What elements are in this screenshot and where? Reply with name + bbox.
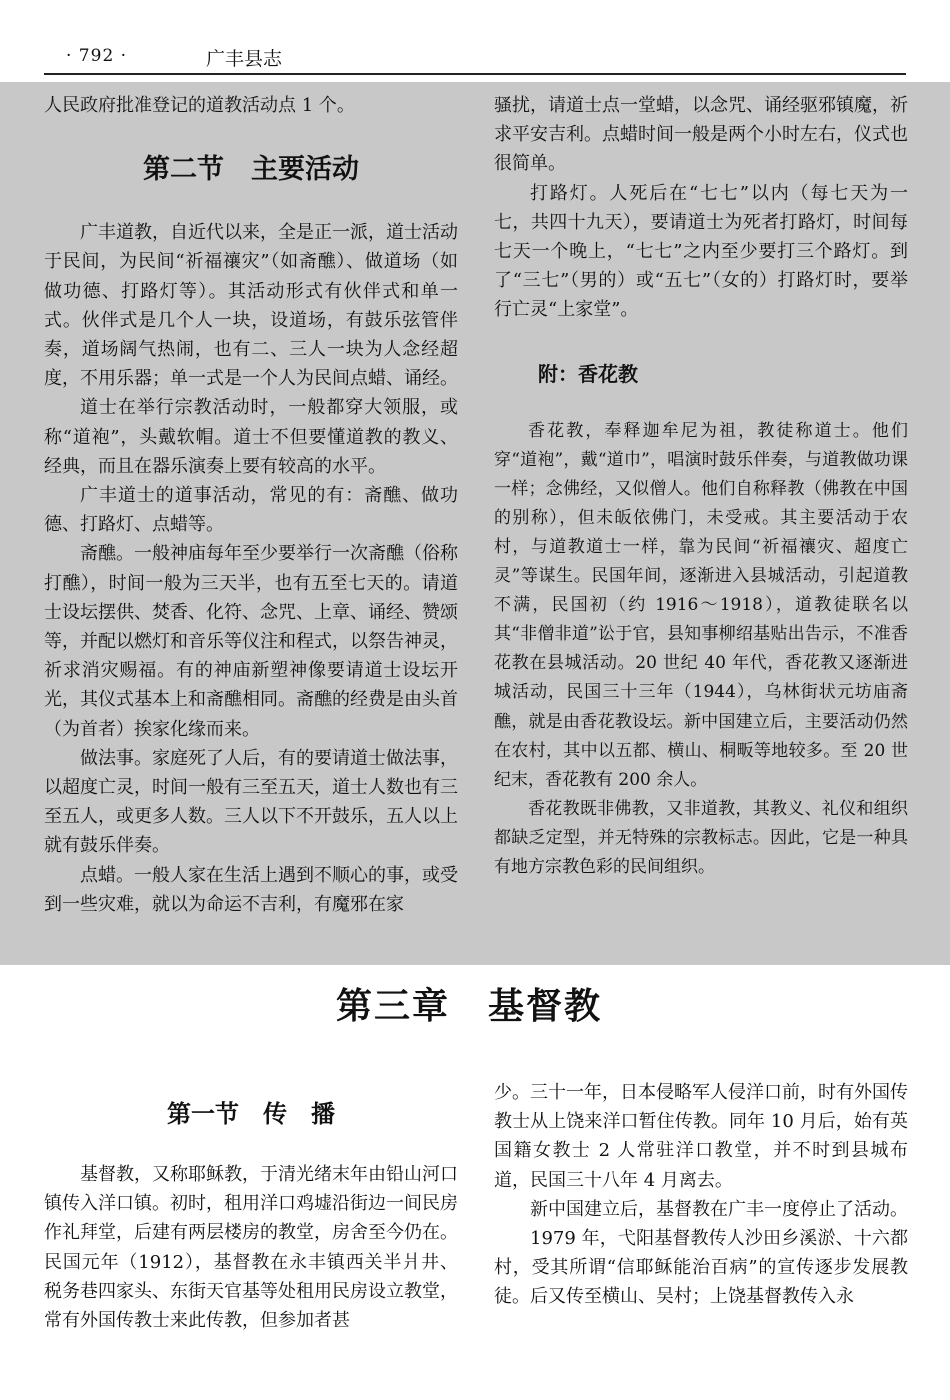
- lower-right-column: [494, 1078, 908, 1312]
- paragraph: 广丰道士的道事活动，常见的有：斋醮、做功德、打路灯、点蜡等。: [44, 485, 458, 536]
- upper-left-column: [44, 91, 458, 919]
- chapter-title-text: 第三章 基督教: [336, 986, 603, 1027]
- paragraph: 道士在举行宗教活动时，一般都穿大领服，或称“道袍”，头戴软帽。道士不但要懂道教的教义、经典，而且在器乐演奏上要有较高的水平。: [44, 397, 458, 477]
- paragraph: 1979 年，弋阳基督教传人沙田乡溪淤、十六都村，受其所谓“信耶稣能治百病”的宣传逐步发展教徒。后又传至横山、吴村；上饶基督教传入永: [494, 1228, 908, 1308]
- paragraph: 香花教，奉释迦牟尼为祖，教徒称道士。他们穿“道袍”，戴“道巾”，唱演时鼓乐伴奏，与道教做功课一样；念佛经，又似僧人。他们自称释教（佛教在中国的别称），但未皈依佛门，未受戒。其主要活动于农村，与道教道士一样，靠为民间“祈福禳灾、超度亡灵”等谋生。民国年间，逐渐进入县城活动，引起道教不满，民国初（约 1916～1918），道教徒联名以其“非僧非道”讼于官，县知事柳绍基贴出告示，不准香花教在县城活动。20 世纪 40 年代，香花教又逐渐进城活动，民国三十三年（1944），乌林街状元坊庙斋醮，就是由香花教设坛。新中国建立后，主要活动仍然在农村，其中以五都、横山、桐畈等地较多。至 20 世纪末，香花教有 200 余人。: [494, 420, 908, 790]
- section-title: 第二节 主要活动: [143, 154, 359, 186]
- chapter-title: [0, 978, 950, 1032]
- paragraph: 广丰道教，自近代以来，全是正一派，道士活动于民间，为民间“祈福禳灾”（如斋醮）、做道场（如做功德、打路灯等）。其活动形式有伙伴式和单一式。伙伴式是几个人一块，设道场，有鼓乐弦管伴奏，道场阔气热闹，也有二、三人一块为人念经超度，不用乐器；单一式是一个人为民间点蜡、诵经。: [44, 222, 458, 390]
- lower-left-column: [44, 1094, 458, 1335]
- appendix-body: [494, 417, 908, 883]
- paragraph: 少。三十一年，日本侵略军人侵洋口前，时有外国传教士从上饶来洋口暂住传教。同年 10 月后，始有英国籍女教士 2 人常驻洋口教堂，并不时到县城布道，民国三十八年 4 月离去。: [494, 1082, 908, 1191]
- section-title: 第一节 传 播: [167, 1100, 335, 1128]
- paragraph: 香花教既非佛教，又非道教，其教义、礼仪和组织都缺乏定型，并无特殊的宗教标志。因此，它是一种具有地方宗教色彩的民间组织。: [494, 798, 908, 878]
- page-number: · 792 ·: [66, 46, 128, 66]
- appendix-title: 附：香花教: [538, 361, 638, 386]
- upper-right-column: [494, 91, 908, 882]
- paragraph: 新中国建立后，基督教在广丰一度停止了活动。: [530, 1198, 908, 1220]
- page-header: [44, 40, 906, 76]
- paragraph: 斋醮。一般神庙每年至少要举行一次斋醮（俗称打醮），时间一般为三天半，也有五至七天的。请道士设坛摆供、焚香、化符、念咒、上章、诵经、赞颂等，并配以燃灯和音乐等仪注和程式，以祭告神灵，祈求消灾赐福。有的神庙新塑神像要请道士设坛开光，其仪式基本上和斋醮相同。斋醮的经费是由头首（为首者）挨家化缘而来。: [44, 543, 458, 740]
- book-title: 广丰县志: [206, 48, 283, 70]
- header-rule: [44, 73, 906, 75]
- paragraph: 基督教，又称耶稣教，于清光绪末年由铅山河口镇传入洋口镇。初时，租用洋口鸡墟沿街边一间民房作礼拜堂，后建有两层楼房的教堂，房舍至今仍在。民国元年（1912），基督教在永丰镇西关半爿井、税务巷四家头、东街天官基等处租用民房设立教堂，常有外国传教士来此传教，但参加者甚: [44, 1164, 458, 1332]
- paragraph: 骚扰，请道士点一堂蜡，以念咒、诵经驱邪镇魔，祈求平安吉利。点蜡时间一般是两个小时左右，仪式也很简单。: [494, 95, 908, 175]
- paragraph: 点蜡。一般人家在生活上遇到不顺心的事，或受到一些灾难，就以为命运不吉利，有魔邪在家: [44, 864, 458, 915]
- paragraph: 做法事。家庭死了人后，有的要请道士做法事，以超度亡灵，时间一般有三至五天，道士人数也有三至五人，或更多人数。三人以下不开鼓乐，五人以上就有鼓乐伴奏。: [44, 747, 458, 857]
- paragraph: 打路灯。人死后在“七七”以内（每七天为一七，共四十九天），要请道士为死者打路灯，时间每七天一个晚上，“七七”之内至少要打三个路灯。到了“三七”（男的）或“五七”（女的）打路灯时，要举行亡灵“上家堂”。: [494, 182, 908, 321]
- paragraph: 人民政府批准登记的道教活动点 1 个。: [44, 95, 355, 116]
